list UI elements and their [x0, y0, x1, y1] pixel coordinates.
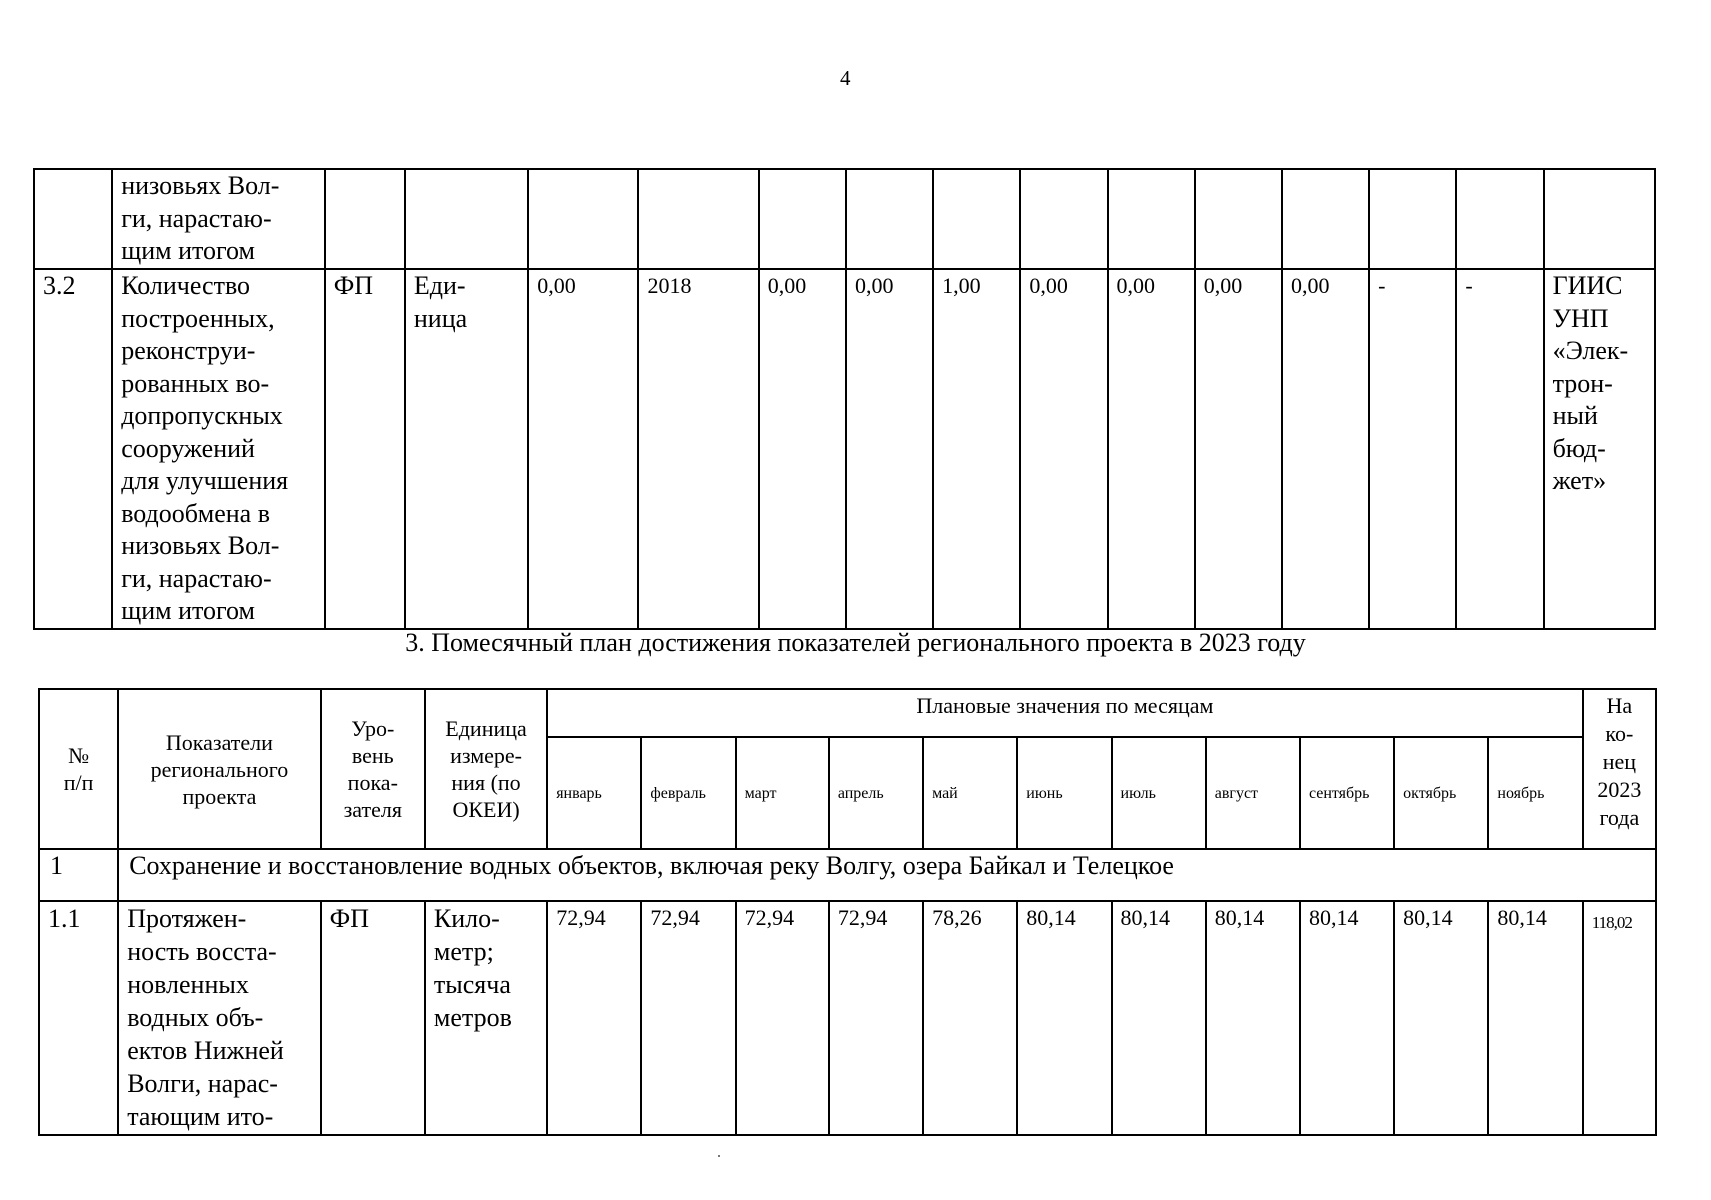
indicator-name-line: низовьях Вол- [121, 531, 280, 560]
value-cell: 0,00 [1195, 269, 1282, 629]
table-row [34, 269, 1655, 629]
indicator-name-line: рованных во- [121, 368, 270, 398]
unit-cell [405, 269, 528, 629]
value-cell: 1,00 [933, 269, 1020, 629]
indicator-name-line: низовьях Вол- [121, 171, 280, 200]
indicator-name-line: реконструи- [121, 336, 256, 365]
value-cell: - [1369, 269, 1456, 629]
empty-cell [1108, 169, 1195, 269]
header-line: № [68, 743, 90, 768]
indicator-name-line: ектов Нижней [127, 1036, 284, 1065]
indicator-name-line: Количество [121, 271, 251, 300]
header-line: На [1606, 693, 1633, 718]
month-header: январь [547, 737, 641, 849]
month-value-cell: 80,14 [1488, 901, 1582, 1135]
header-line: регионального [150, 756, 289, 782]
table-row [34, 169, 1655, 269]
empty-cell [1195, 169, 1282, 269]
scan-speck [718, 1155, 720, 1157]
source-line: УНП [1552, 303, 1609, 333]
row-number: 3.2 [34, 269, 112, 629]
header-line: зателя [343, 797, 402, 822]
base-value-cell: 0,00 [528, 269, 638, 629]
unit-cell [425, 901, 547, 1135]
header-line: ОКЕИ) [452, 797, 520, 822]
header-line: ния (по [451, 770, 521, 795]
level-cell: ФП [321, 901, 425, 1135]
source-line: «Элек- [1552, 336, 1629, 365]
header-line: Показатели [165, 729, 273, 755]
month-header: июль [1112, 737, 1206, 849]
indicator-column-header [118, 689, 320, 849]
unit-line: тысяча [433, 970, 511, 999]
month-value-cell: 80,14 [1394, 901, 1488, 1135]
month-header: сентябрь [1300, 737, 1394, 849]
indicator-name-line: сооружений [121, 433, 255, 463]
section-number: 1 [39, 849, 118, 901]
indicator-name-line: щим итогом [121, 596, 255, 625]
level-cell: ФП [325, 269, 405, 629]
level-column-header [321, 689, 425, 849]
header-line: Уро- [351, 716, 395, 741]
header-line: измере- [450, 743, 523, 768]
unit-line: ница [413, 303, 468, 333]
section-name: Сохранение и восстановление водных объектов, включая реку Волгу, озера Байкал и Телецкое [118, 849, 1656, 901]
header-line: года [1599, 805, 1640, 830]
header-line: Единица [445, 716, 527, 741]
row-number: 1.1 [39, 901, 118, 1135]
base-year-cell: 2018 [638, 269, 758, 629]
month-value-cell: 72,94 [736, 901, 829, 1135]
indicator-name-line: ность восста- [127, 937, 277, 966]
indicator-name-line: построенных, [121, 303, 275, 333]
month-header: май [923, 737, 1017, 849]
table-header-row [39, 689, 1656, 737]
empty-cell [1282, 169, 1369, 269]
indicator-name-line: допропускных [121, 401, 283, 430]
indicator-name-line: новленных [127, 970, 249, 999]
source-line: трон- [1552, 368, 1613, 398]
unit-line: метров [433, 1003, 512, 1032]
unit-line: Еди- [413, 271, 466, 300]
header-line: 2023 [1597, 777, 1642, 802]
empty-cell [933, 169, 1020, 269]
month-value-cell: 72,94 [829, 901, 923, 1135]
empty-cell [846, 169, 933, 269]
empty-cell [638, 169, 758, 269]
indicator-name-line: водных объ- [127, 1003, 264, 1032]
empty-cell [1544, 169, 1655, 269]
indicator-name-cell [112, 169, 325, 269]
indicator-name-line: для улучшения [121, 466, 289, 495]
empty-cell [1020, 169, 1107, 269]
header-line: п/п [63, 770, 94, 795]
empty-cell [528, 169, 638, 269]
num-cell [34, 169, 112, 269]
source-line: ГИИС [1552, 271, 1623, 300]
value-cell: 0,00 [846, 269, 933, 629]
indicator-name-line: водообмена в [121, 498, 270, 528]
month-value-cell: 80,14 [1300, 901, 1394, 1135]
indicator-name-cell [118, 901, 320, 1135]
empty-cell [759, 169, 846, 269]
indicator-name-line: ги, нарастаю- [121, 203, 272, 233]
month-value-cell: 72,94 [547, 901, 641, 1135]
value-cell: - [1456, 269, 1543, 629]
value-cell: 0,00 [759, 269, 846, 629]
source-line: бюд- [1552, 433, 1606, 463]
end-of-year-value-cell: 118,02 [1583, 901, 1656, 1135]
section-title: 3. Помесячный план достижения показателей регионального проекта в 2023 году [405, 628, 1306, 657]
empty-cell [405, 169, 528, 269]
table-row [39, 901, 1656, 1135]
header-line: проекта [182, 783, 257, 809]
value-cell: 0,00 [1020, 269, 1107, 629]
value-cell: 0,00 [1282, 269, 1369, 629]
month-header: апрель [829, 737, 923, 849]
source-line: жет» [1552, 466, 1607, 495]
header-line: нец [1602, 749, 1637, 774]
indicators-table-continuation [33, 168, 1656, 630]
end-of-year-header [1583, 689, 1656, 849]
header-line: ко- [1605, 721, 1634, 746]
value-cell: 0,00 [1108, 269, 1195, 629]
month-value-cell: 80,14 [1017, 901, 1111, 1135]
monthly-plan-table [38, 688, 1657, 1136]
empty-cell [1456, 169, 1543, 269]
planned-values-header: Плановые значения по месяцам [547, 689, 1583, 737]
month-header: июнь [1017, 737, 1111, 849]
month-value-cell: 80,14 [1206, 901, 1300, 1135]
source-cell [1544, 269, 1655, 629]
month-header: февраль [641, 737, 735, 849]
unit-line: Кило- [433, 904, 500, 933]
indicator-name-line: Протяжен- [127, 904, 247, 933]
empty-cell [325, 169, 405, 269]
indicator-name-line: Волги, нарас- [127, 1069, 278, 1098]
source-line: ный [1552, 401, 1598, 430]
unit-line: метр; [433, 937, 494, 966]
indicator-name-line: тающим ито- [127, 1102, 274, 1131]
month-value-cell: 80,14 [1112, 901, 1206, 1135]
page-number: 4 [840, 66, 851, 90]
month-header: август [1206, 737, 1300, 849]
indicator-name-line: щим итогом [121, 236, 255, 265]
header-line: пока- [347, 770, 398, 795]
unit-column-header [425, 689, 547, 849]
month-header: ноябрь [1488, 737, 1582, 849]
section-row [39, 849, 1656, 901]
empty-cell [1369, 169, 1456, 269]
header-line: вень [351, 743, 394, 768]
month-value-cell: 72,94 [641, 901, 735, 1135]
month-header: март [736, 737, 829, 849]
indicator-name-line: ги, нарастаю- [121, 563, 272, 593]
num-column-header [39, 689, 118, 849]
indicator-name-cell [112, 269, 325, 629]
month-value-cell: 78,26 [923, 901, 1017, 1135]
month-header: октябрь [1394, 737, 1488, 849]
